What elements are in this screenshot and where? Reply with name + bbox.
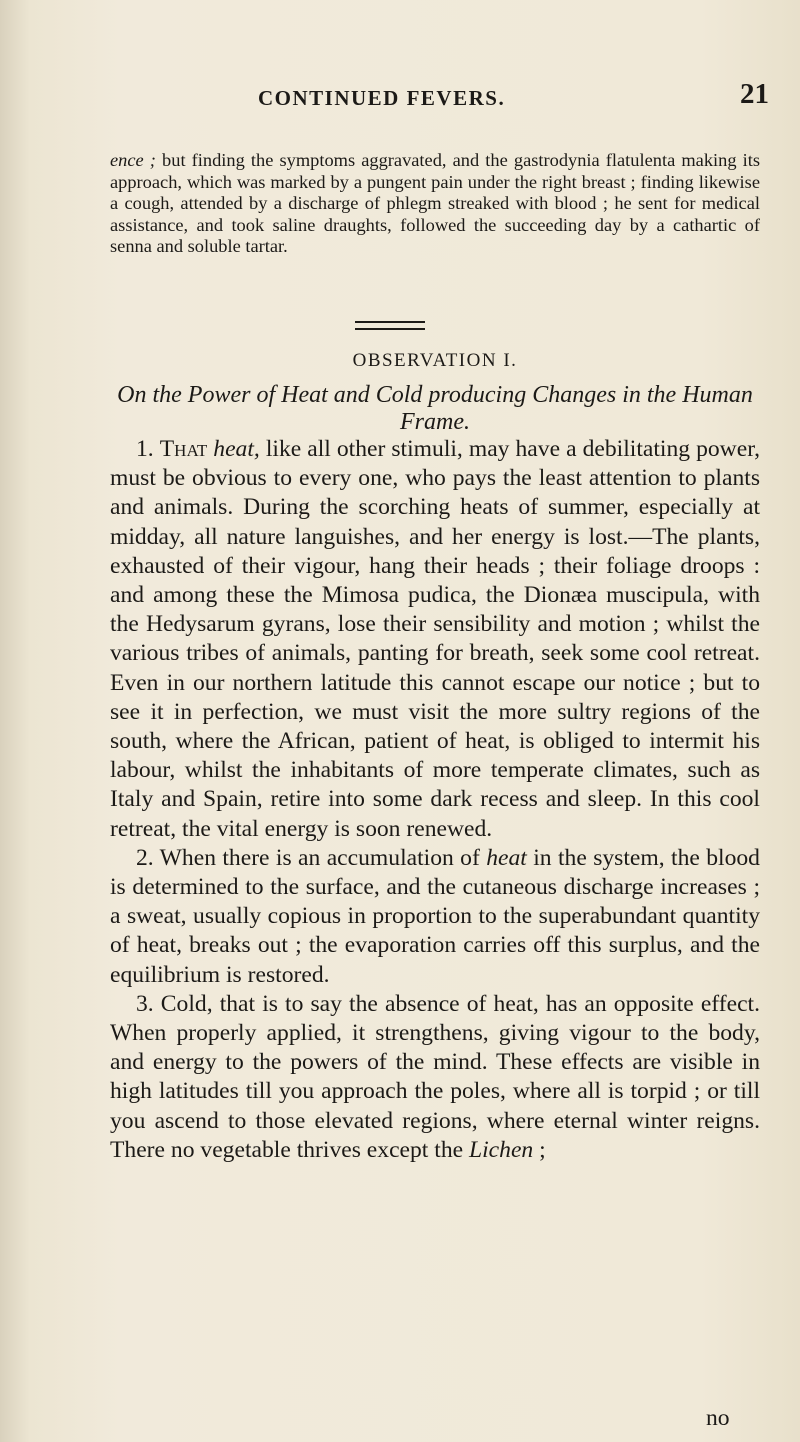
paragraph-3-before: 3. Cold, that is to say the absence of heat, has an opposite effect. When properly applied, it strengthens, giving vigour to the body, and energy to the powers of the mind. These effects are visible in high latitudes till you approach the poles, where all is torpid ; or till you ascend to those elevated regions, where eternal winter reigns. There no vegetable thrives except the bbox=[110, 990, 760, 1163]
intro-lead: ence ; bbox=[110, 150, 156, 170]
catchword: no bbox=[706, 1405, 730, 1431]
paragraph-3 bbox=[110, 990, 760, 1165]
paragraph-2 bbox=[110, 844, 760, 990]
observation-label: OBSERVATION I. bbox=[352, 350, 518, 371]
paragraph-2-before: 2. When there is an accumulation of bbox=[136, 844, 487, 871]
section-title: On the Power of Heat and Cold producing Changes in the Human Frame. bbox=[117, 382, 753, 435]
paragraph-1-number: 1. bbox=[136, 436, 154, 462]
paragraph-1-text: like all other stimuli, may have a debilitating power, must be obvious to every one, who pays the least attention to plants and animals. During the scorching heats of summer, especially at midday, all nature languishes, and her energy is lost.—The plants, exhausted of their vigour, hang their heads ; their foliage droops : and among these the Mimosa pudica, the Dionæa muscipula, with the Hedysarum gyrans, lose their sensibility and motion ; whilst the various tribes of animals, panting for breath, seek some cool retreat. Even in our northern latitude this cannot escape our notice ; but to see it in perfection, we must visit the more sultry regions of the south, where the African, patient of heat, is obliged to intermit his labour, whilst the inhabitants of more temperate climates, such as Italy and Spain, retire into some dark recess and sleep. In this cool retreat, the vital energy is soon renewed. bbox=[110, 436, 761, 842]
paragraph-1-smallcaps: That bbox=[159, 436, 208, 462]
intro-text: but finding the symptoms aggravated, and the gastrodynia flatulenta making its approach, which was marked by a pungent pain under the right breast ; finding likewise a cough, attended by a discharge of phlegm streaked with blood ; he sent for medical assistance, and took saline draughts, followed the succeeding day by a cathartic of senna and soluble tartar. bbox=[110, 150, 761, 257]
paragraph-3-italic: Lichen bbox=[469, 1136, 534, 1163]
page-number: 21 bbox=[740, 78, 769, 110]
intro-paragraph bbox=[110, 150, 760, 258]
paragraph-1 bbox=[110, 435, 760, 844]
paragraph-3-after: ; bbox=[533, 1136, 546, 1163]
paragraph-2-italic: heat bbox=[486, 844, 527, 871]
running-head: CONTINUED FEVERS. bbox=[258, 86, 506, 110]
paragraph-1-italic: heat, bbox=[213, 436, 260, 462]
paragraph-2-after: in the system, the blood is determined to the surface, and the cutaneous discharge increases ; a sweat, usually copious in proportion to the superabundant quantity of heat, breaks out ; the evaporation carries off this surplus, and the equilibrium is restored. bbox=[110, 844, 760, 988]
body-text bbox=[110, 435, 760, 1165]
section-divider-rule bbox=[355, 321, 425, 330]
